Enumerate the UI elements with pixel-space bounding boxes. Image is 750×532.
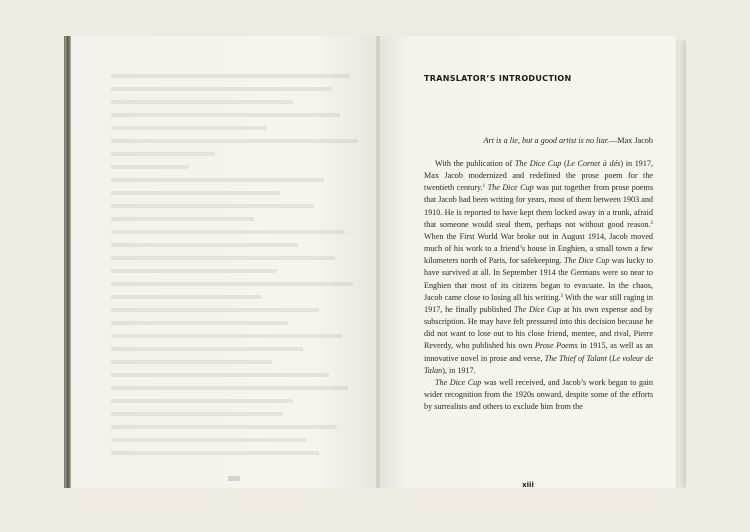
page-text-block	[424, 74, 653, 413]
text-run: With the publication of	[435, 159, 515, 168]
footnote-ref: 1	[482, 184, 486, 190]
book-title: Le Cornet à dés	[566, 159, 621, 168]
book-title: The Dice Cup	[435, 377, 482, 387]
book-title: The Dice Cup	[563, 256, 610, 266]
book-title: The Dice Cup	[487, 183, 534, 193]
body-text	[424, 158, 653, 413]
text-run: With the war still raging in 1917, he finally published	[424, 292, 653, 314]
book-title: Prose Poems	[534, 341, 578, 351]
footnote-ref: 3	[560, 293, 564, 299]
text-run: ), in 1917.	[442, 365, 476, 375]
left-page	[71, 36, 376, 488]
text-run: was put together from prose poems that Jacob had been writing for years, most of them between 1903 and 1910. He is reported to have kept them locked away in a trunk, afraid that someone would steal them, perhaps not without good reason.	[424, 183, 654, 229]
book-title: The Dice Cup	[514, 304, 561, 314]
paragraph-2	[424, 377, 653, 413]
book-title: The Thief of Talant	[544, 353, 608, 363]
epigraph-quote: Art is a lie, but a good artist is no liar.	[483, 136, 610, 145]
page-number: xiii	[522, 481, 534, 489]
book-title: The Dice Cup	[514, 159, 562, 168]
text-run: When the First World War broke out in August 1914, Jacob moved much of his work to a friend’s house in Enghien, a small town a few kilometers north of Paris, for safekeeping.	[424, 231, 653, 266]
text-run: in 1915, as well as an innovative novel in prose and verse,	[424, 341, 653, 363]
text-run: ) in 1917, Max Jacob modernized and redefined the prose poem for the twentieth century.	[424, 159, 654, 193]
epigraph	[424, 136, 653, 145]
text-run: (	[561, 159, 567, 168]
right-page	[380, 36, 676, 488]
text-run: was well received, and Jacob’s work began to gain wider recognition from the 1920s onward, despite some of the efforts by surrealists and others to exclude him from the	[424, 377, 653, 412]
book-title: Le voleur de Talan	[424, 353, 653, 375]
paragraph-1	[424, 158, 653, 377]
footnote-ref: 2	[650, 220, 653, 226]
text-run: at his own expense and by subscription. He may have felt pressured into this decision because he did not want to lose out to his close friend, mentee, and rival, Pierre Reverdy, who published his own	[424, 304, 653, 351]
text-run: was lucky to have survived at all. In September 1914 the Germans were so near to Enghien that most of its citizens began to evacuate. In the chaos, Jacob came close to losing all his writing.	[424, 256, 653, 302]
show-through-text	[111, 74, 371, 494]
chapter-heading: TRANSLATOR’S INTRODUCTION	[424, 74, 572, 83]
text-run: (	[607, 353, 612, 363]
epigraph-attribution: —Max Jacob	[609, 136, 653, 145]
show-through-folio	[228, 476, 240, 481]
